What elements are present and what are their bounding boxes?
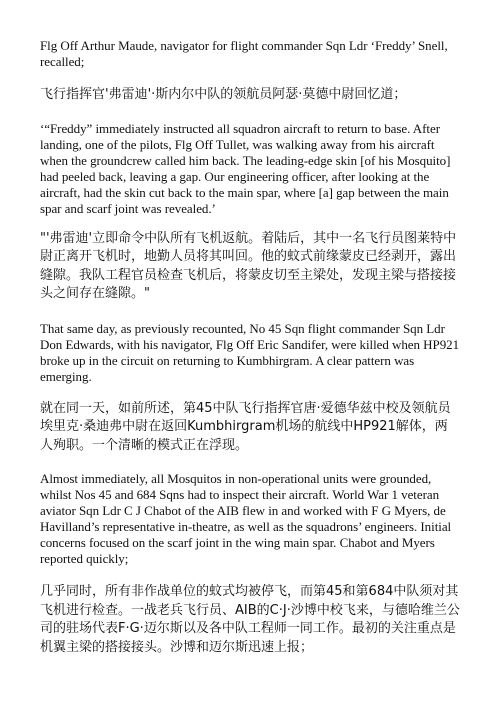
paragraph-en-2: ‘“Freddy” immediately instructed all squadron aircraft to return to base. After landing, one of the pilots, Flg Off Tullet, was walking away from his aircraft when the groundcrew called him back. The leading-edge skin [of his Mosquito] had peeled back, leaving a gap. Our engineering officer, after looking at the aircraft, had the skin cut back to the main spar, where [a] gap between the main spar and scarf joint was revealed.’ — [40, 120, 451, 216]
paragraph-en-4: Almost immediately, all Mosquitos in non-operational units were grounded, whilst Nos 45 and 684 Sqns had to inspect their aircraft. World War 1 veteran aviator Sqn Ldr C J Chabot of the AIB flew in and worked with F G Myers, de Havilland’s representative in-theatre, as well as the squadrons’ engineers. Initial concerns focused on the scarf joint in the wing main spar. Chabot and Myers reported quickly; — [40, 471, 452, 566]
paragraph-en-1: Flg Off Arthur Maude, navigator for flight commander Sqn Ldr ‘Freddy’ Snell, recalled; — [40, 38, 448, 69]
paragraph-zh-2: "'弗雷迪'立即命令中队所有飞机返航。着陆后，其中一名飞行员图莱特中尉正离开飞机时，地勤人员将其叫回。他的蚊式前缘蒙皮已经剥开，露出缝隙。我队工程官员检查飞机后，将蒙皮切至主梁处，发现主梁与搭接接头之间存在缝隙。" — [40, 230, 457, 301]
paragraph-zh-4: 几乎同时，所有非作战单位的蚊式均被停飞，而第45和第684中队须对其飞机进行检查。一战老兵飞行员、AIB的C·J·沙博中校飞来，与德哈维兰公司的驻场代表F·G·迈尔斯以及各中队工程师一同工作。最初的关注重点是机翼主梁的搭接接头。沙博和迈尔斯迅速上报； — [40, 584, 460, 655]
paragraph-zh-1: 飞行指挥官'弗雷迪'·斯内尔中队的领航员阿瑟·莫德中尉回忆道； — [40, 87, 407, 102]
paragraph-en-3: That same day, as previously recounted, No 45 Sqn flight commander Sqn Ldr Don Edwards, with his navigator, Flg Off Eric Sandifer, were killed when HP921 broke up in the circuit on returning to Kumbhirgram. A clear pattern was emerging. — [40, 320, 460, 384]
paragraph-zh-3: 就在同一天，如前所述，第45中队飞行指挥官唐·爱德华兹中校及领航员埃里克·桑迪弗中尉在返回Kumbhirgram机场的航线中HP921解体，两人殉职。一个清晰的模式正在浮现。 — [40, 400, 451, 453]
